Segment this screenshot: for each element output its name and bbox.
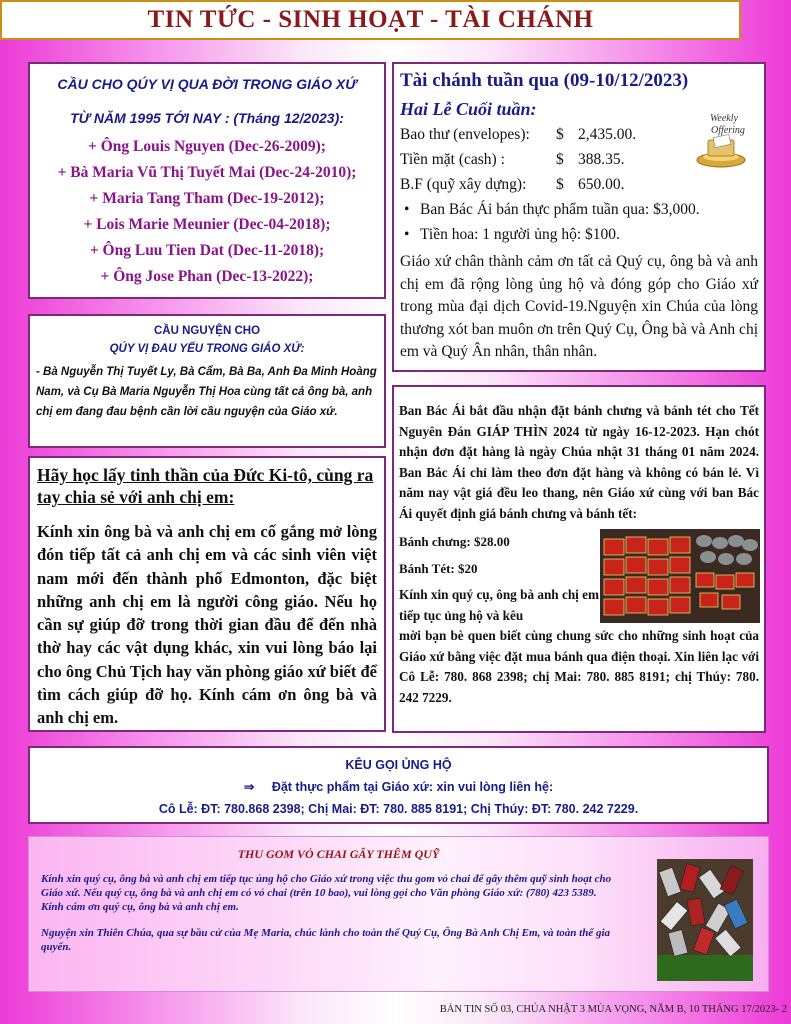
sick-heading: CẦU NGUYỆN CHO: [153, 325, 261, 337]
finance-row-currency: $: [556, 126, 564, 143]
finance-thanks: Giáo xứ chân thành cảm ơn tất cả Quý cụ, ông bà và anh chị em đã rộng lòng ủng hộ và đóng góp cho Giáo xứ trong mùa đại dịch Covid-19.Nguyện xin Chúa của lòng thương xót ban muôn ơn trên Quý Cụ, Ông bà và Anh chị em và Quý Ân nhân, thân nhân.: [400, 253, 758, 360]
cake-intro: Ban Bác Ái bắt đầu nhận đặt bánh chưng và bánh tét cho Tết Nguyên Đán GIÁP THÌN 2024 từ ngày 16-12-2023. Hạn chót nhận đơn đặt hàng là ngày Chúa nhật 31 tháng 01 năm 2024. Ban Bác Ái chỉ làm theo đơn đặt hàng và không có bán lẻ. Vì năm nay vật giá đều leo thang, nên Giáo xứ cùng với ban Bác Ái quyết định giá bánh chưng và bánh tết:: [399, 403, 759, 521]
welcome-body: Kính xin ông bà và anh chị em cố gắng mở lòng đón tiếp tất cả anh chị em và các sinh viên việt nam mới đến thành phố Edmonton, đặc biệt những anh chị em là người công giáo. Nếu họ cần sự giúp đỡ trong thời gian đầu để đến nhà thờ hay các vật dụng khác, xin vui lòng báo lại cho ông Chủ Tịch hay văn phòng giáo xứ biết để tìm cách giúp đỡ họ. Kính cám ơn ông bà và anh chị em.: [37, 522, 377, 728]
arrow-right-icon: ⇒: [243, 780, 255, 794]
finance-row-currency: $: [556, 151, 564, 168]
finance-subheading: Hai Lễ Cuối tuần:: [400, 99, 537, 119]
offering-icon-word1: Weekly: [710, 113, 738, 124]
obituary-name: + Bà Maria Vũ Thị Tuyết Mai (Dec-24-2010);: [57, 164, 357, 181]
finance-row-amount: 650.00.: [578, 176, 625, 193]
finance-row-label: B.F (quỹ xây dựng):: [400, 176, 527, 193]
finance-bullet: • Ban Bác Ái bán thực phẩm tuần qua: $3,000.: [400, 197, 758, 222]
obituary-name: + Ông Louis Nguyen (Dec-26-2009);: [88, 138, 326, 155]
finance-row-amount: 388.35.: [578, 151, 625, 168]
weekly-offering-icon: [688, 110, 754, 170]
finance-row-label: Bao thư (envelopes):: [400, 126, 530, 143]
obituary-subheading: TỪ NĂM 1995 TỚI NAY : (Tháng 12/2023):: [70, 110, 344, 126]
sick-subheading: QÚY VỊ ĐAU YẾU TRONG GIÁO XỨ:: [109, 343, 305, 355]
appeal-contacts: Cô Lễ: ĐT: 780.868 2398; Chị Mai: ĐT: 780. 885 8191; Chị Thúy: ĐT: 780. 242 7229.: [158, 802, 639, 816]
finance-row-currency: $: [556, 176, 564, 193]
cake-closing-a: Kính xin quý cụ, ông bà anh chị em tiếp tục ủng hộ và kêu: [399, 587, 599, 623]
recycle-title: THU GOM VỎ CHAI GÂY THÊM QUỸ: [237, 847, 440, 861]
cake-price-tet: Bánh Tét: $20: [399, 561, 478, 576]
recycle-paragraph: Kính xin quý cụ, ông bà và anh chị em tiếp tục ủng hộ cho Giáo xứ trong việc thu gom vỏ chai để gây thêm quỹ sinh hoạt cho Giáo xứ. Nếu quý cụ, ông bà và anh chị em có vỏ chai (trên 10 bao), vui lòng gọi cho Văn phòng Giáo xứ: (780) 423 5389. Kính cám ơn quý cụ, ông bà và anh chị em.: [41, 873, 612, 913]
sick-list: - Bà Nguyễn Thị Tuyết Ly, Bà Cẩm, Bà Ba, Anh Đa Minh Hoàng Nam, và Cụ Bà Maria Nguyễn Thị Hoa cùng tất cả ông bà, anh chị em đang đau bệnh cần lời cầu nguyện của Giáo xứ.: [36, 366, 377, 418]
finance-heading: Tài chánh tuần qua (09-10/12/2023): [400, 70, 689, 91]
obituary-heading: CẦU CHO QÚY VỊ QUA ĐỜI TRONG GIÁO XỨ: [57, 76, 357, 92]
cake-photo: [600, 529, 760, 623]
obituary-name: + Ông Jose Phan (Dec-13-2022);: [100, 268, 314, 285]
welcome-newcomers-box: [28, 456, 386, 732]
recycle-blessing: Nguyện xin Thiên Chúa, qua sự bầu cử của Mẹ Maria, chúc lành cho toàn thể Quý Cụ, Ông Bà Anh Chị Em, và toàn thể gia quyến.: [41, 927, 610, 953]
lunar-new-year-cake-box: [392, 385, 766, 733]
bottles-photo: [657, 859, 753, 981]
finance-bullet: • Tiền hoa: 1 người ủng hộ: $100.: [400, 222, 758, 247]
finance-row-amount: 2,435.00.: [578, 126, 637, 143]
appeal-title: KÊU GỌI ỦNG HỘ: [345, 758, 452, 772]
offering-icon-word2: Offering: [711, 125, 745, 136]
finance-box: [392, 62, 766, 372]
obituary-box: [28, 62, 386, 299]
bottle-recycling-box: [28, 836, 769, 992]
appeal-line1: Đặt thực phẩm tại Giáo xứ: xin vui lòng liên hệ:: [271, 780, 554, 794]
finance-row-label: Tiền mặt (cash) :: [400, 151, 505, 168]
obituary-name: + Maria Tang Tham (Dec-19-2012);: [89, 190, 325, 207]
obituary-name: + Ông Luu Tien Dat (Dec-11-2018);: [89, 242, 325, 259]
cake-closing-b: mời bạn bè quen biết cùng chung sức cho những sinh hoạt của Giáo xứ bằng việc đặt mua bánh qua điện thoại. Xin liên lạc với Cô Lễ: 780. 868 2398; chị Mai: 780. 885 8191; chị Thúy: 780. 242 7229.: [399, 628, 759, 705]
obituary-name: + Lois Marie Meunier (Dec-04-2018);: [83, 216, 331, 233]
finance-bullets: [400, 197, 758, 247]
welcome-heading: Hãy học lấy tinh thần của Đức Ki-tô, cùng ra tay chia sẻ với anh chị em:: [37, 465, 374, 507]
finance-row: [400, 172, 758, 197]
page-title: TIN TỨC - SINH HOẠT - TÀI CHÁNH: [0, 0, 741, 40]
appeal-line1-row: [30, 776, 767, 798]
footer-issue-line: BẢN TIN SỐ 03, CHÚA NHẬT 3 MÙA VỌNG, NĂM B, 10 THÁNG 17/2023- 2: [439, 1004, 787, 1015]
cake-price-chung: Bánh chưng: $28.00: [399, 534, 510, 549]
donation-appeal-box: [28, 746, 769, 824]
sick-prayer-box: [28, 314, 386, 448]
